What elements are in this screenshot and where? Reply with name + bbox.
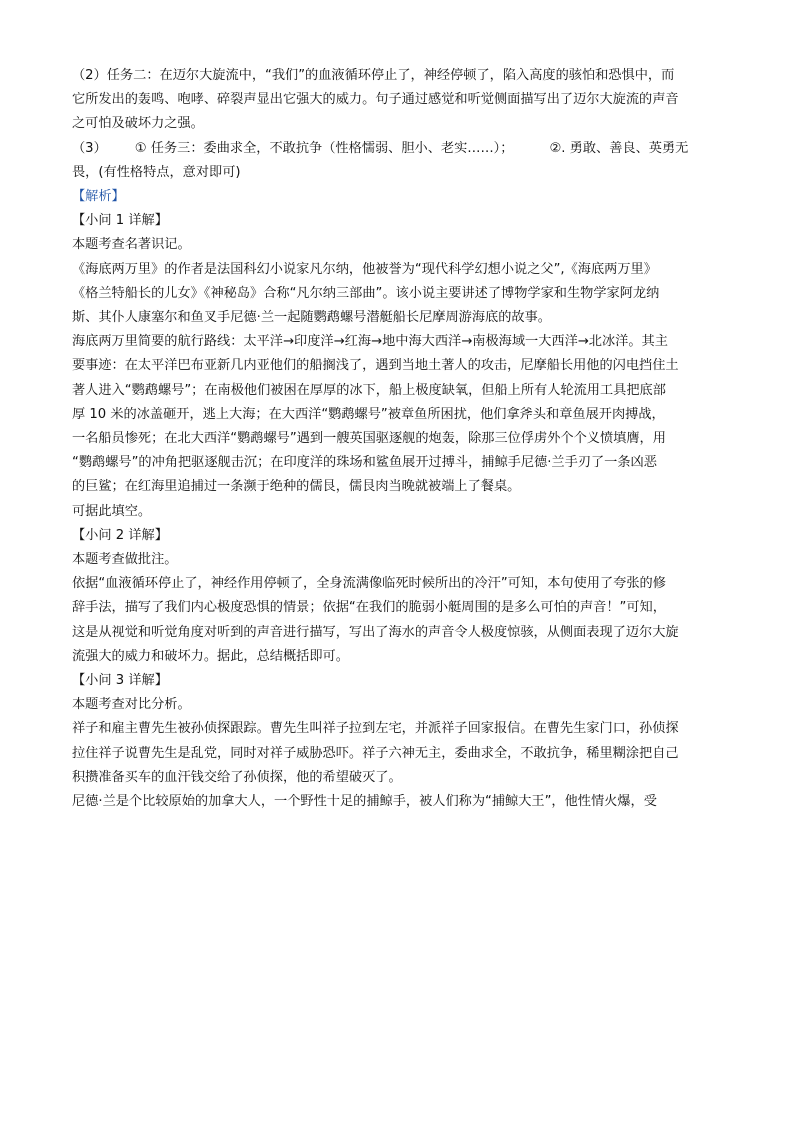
answer-q2-line-3: 之可怕及破坏力之强。 [72,116,204,132]
section-1-line: 《海底两万里》的作者是法国科幻小说家凡尔纳，他被誉为“现代科学幻想小说之父”,《海底两万里》 [72,261,657,277]
section-2-heading: 【小问 2 详解】 [72,527,168,543]
section-2-line: 本题考查做批注。 [72,552,178,568]
answer-q3-line-2: 畏，(有性格特点，意对即可) [72,164,241,180]
section-2-line: 依据“血液循环停止了，神经作用停顿了，全身流满像临死时候所出的冷汗”可知，本句使用了夸张的修 [72,576,666,592]
section-3-heading: 【小问 3 详解】 [72,673,168,689]
section-3-line: 尼德·兰是个比较原始的加拿大人，一个野性十足的捕鲸手，被人们称为“捕鲸大王”，他性情火爆，受 [72,794,657,810]
analysis-label: 【解析】 [72,189,125,205]
section-3-line: 拉住祥子说曹先生是乱党，同时对祥子威胁恐吓。祥子六神无主，委曲求全，不敢抗争，稀里糊涂把自己 [72,745,679,761]
section-3-line: 积攒准备买车的血汗钱交给了孙侦探，他的希望破灭了。 [72,769,402,785]
section-2-line: 辞手法，描写了我们内心极度恐惧的情景；依据“在我们的脆弱小艇周围的是多么可怕的声音！”可知， [72,600,666,616]
answer-q3-part-2: ②. 勇敢、善良、英勇无 [549,140,689,156]
section-1-line: 著人进入“鹦鹉螺号”；在南极他们被困在厚厚的冰下，船上极度缺氧，但船上所有人轮流用工具把底部 [72,382,666,398]
section-1-line: 《格兰特船长的儿女》《神秘岛》合称“凡尔纳三部曲”。该小说主要讲述了博物学家和生物学家阿龙纳 [72,285,660,301]
section-1-line: 可据此填空。 [72,503,152,519]
answer-q3-line-1 [72,137,722,161]
section-2-line: 这是从视觉和听觉角度对听到的声音进行描写，写出了海水的声音令人极度惊骇，从侧面表现了迈尔大旋 [72,624,679,640]
section-1-line: 一名船员惨死；在北大西洋“鹦鹉螺号”遇到一艘英国驱逐舰的炮轰，除那三位俘虏外个个义愤填膺，用 [72,431,666,447]
answer-q3-part-1: ① 任务三：委曲求全，不敢抗争（性格懦弱、胆小、老实……）； [134,140,514,156]
section-3-line: 祥子和雇主曹先生被孙侦探跟踪。曹先生叫祥子拉到左宅，并派祥子回家报信。在曹先生家门口，孙侦探 [72,721,679,737]
answer-q2-line-1: （2）任务二：在迈尔大旋流中，“我们”的血液循环停止了，神经停顿了，陷入高度的骇怕和恐惧中，而 [72,68,675,83]
section-1-line: 要事迹：在太平洋巴布亚新几内亚他们的船搁浅了，遇到当地土著人的攻击，尼摩船长用他的闪电挡住土 [72,358,679,374]
section-1-line: 海底两万里简要的航行路线：太平洋→印度洋→红海→地中海大西洋→南极海域一大西洋→北冰洋。其主 [72,334,668,350]
section-1-line: 的巨鲨；在红海里追捕过一条濒于绝种的儒艮，儒艮肉当晚就被端上了餐桌。 [72,479,521,495]
answer-q3-number: （3） [72,140,107,156]
answer-q2-line-2: 它所发出的轰鸣、咆哮、碎裂声显出它强大的威力。句子通过感觉和听觉侧面描写出了迈尔大旋流的声音 [72,92,679,108]
section-1-line: 本题考查名著识记。 [72,237,191,253]
section-1-line: 斯、其仆人康塞尔和鱼叉手尼德·兰一起随鹦鹉螺号潜艇船长尼摩周游海底的故事。 [72,310,551,326]
section-2-line: 流强大的威力和破坏力。据此，总结概括即可。 [72,648,349,664]
document-page [72,64,722,814]
section-1-line: 厚 10 米的冰盖砸开，逃上大海；在大西洋“鹦鹉螺号”被章鱼所困扰，他们拿斧头和章鱼展开肉搏战， [72,406,665,422]
section-1-heading: 【小问 1 详解】 [72,213,168,229]
section-1-line: “鹦鹉螺号”的冲角把驱逐舰击沉；在印度洋的珠场和鲨鱼展开过搏斗，捕鲸手尼德·兰手刃了一条凶恶 [72,455,657,471]
section-3-line: 本题考查对比分析。 [72,697,191,713]
